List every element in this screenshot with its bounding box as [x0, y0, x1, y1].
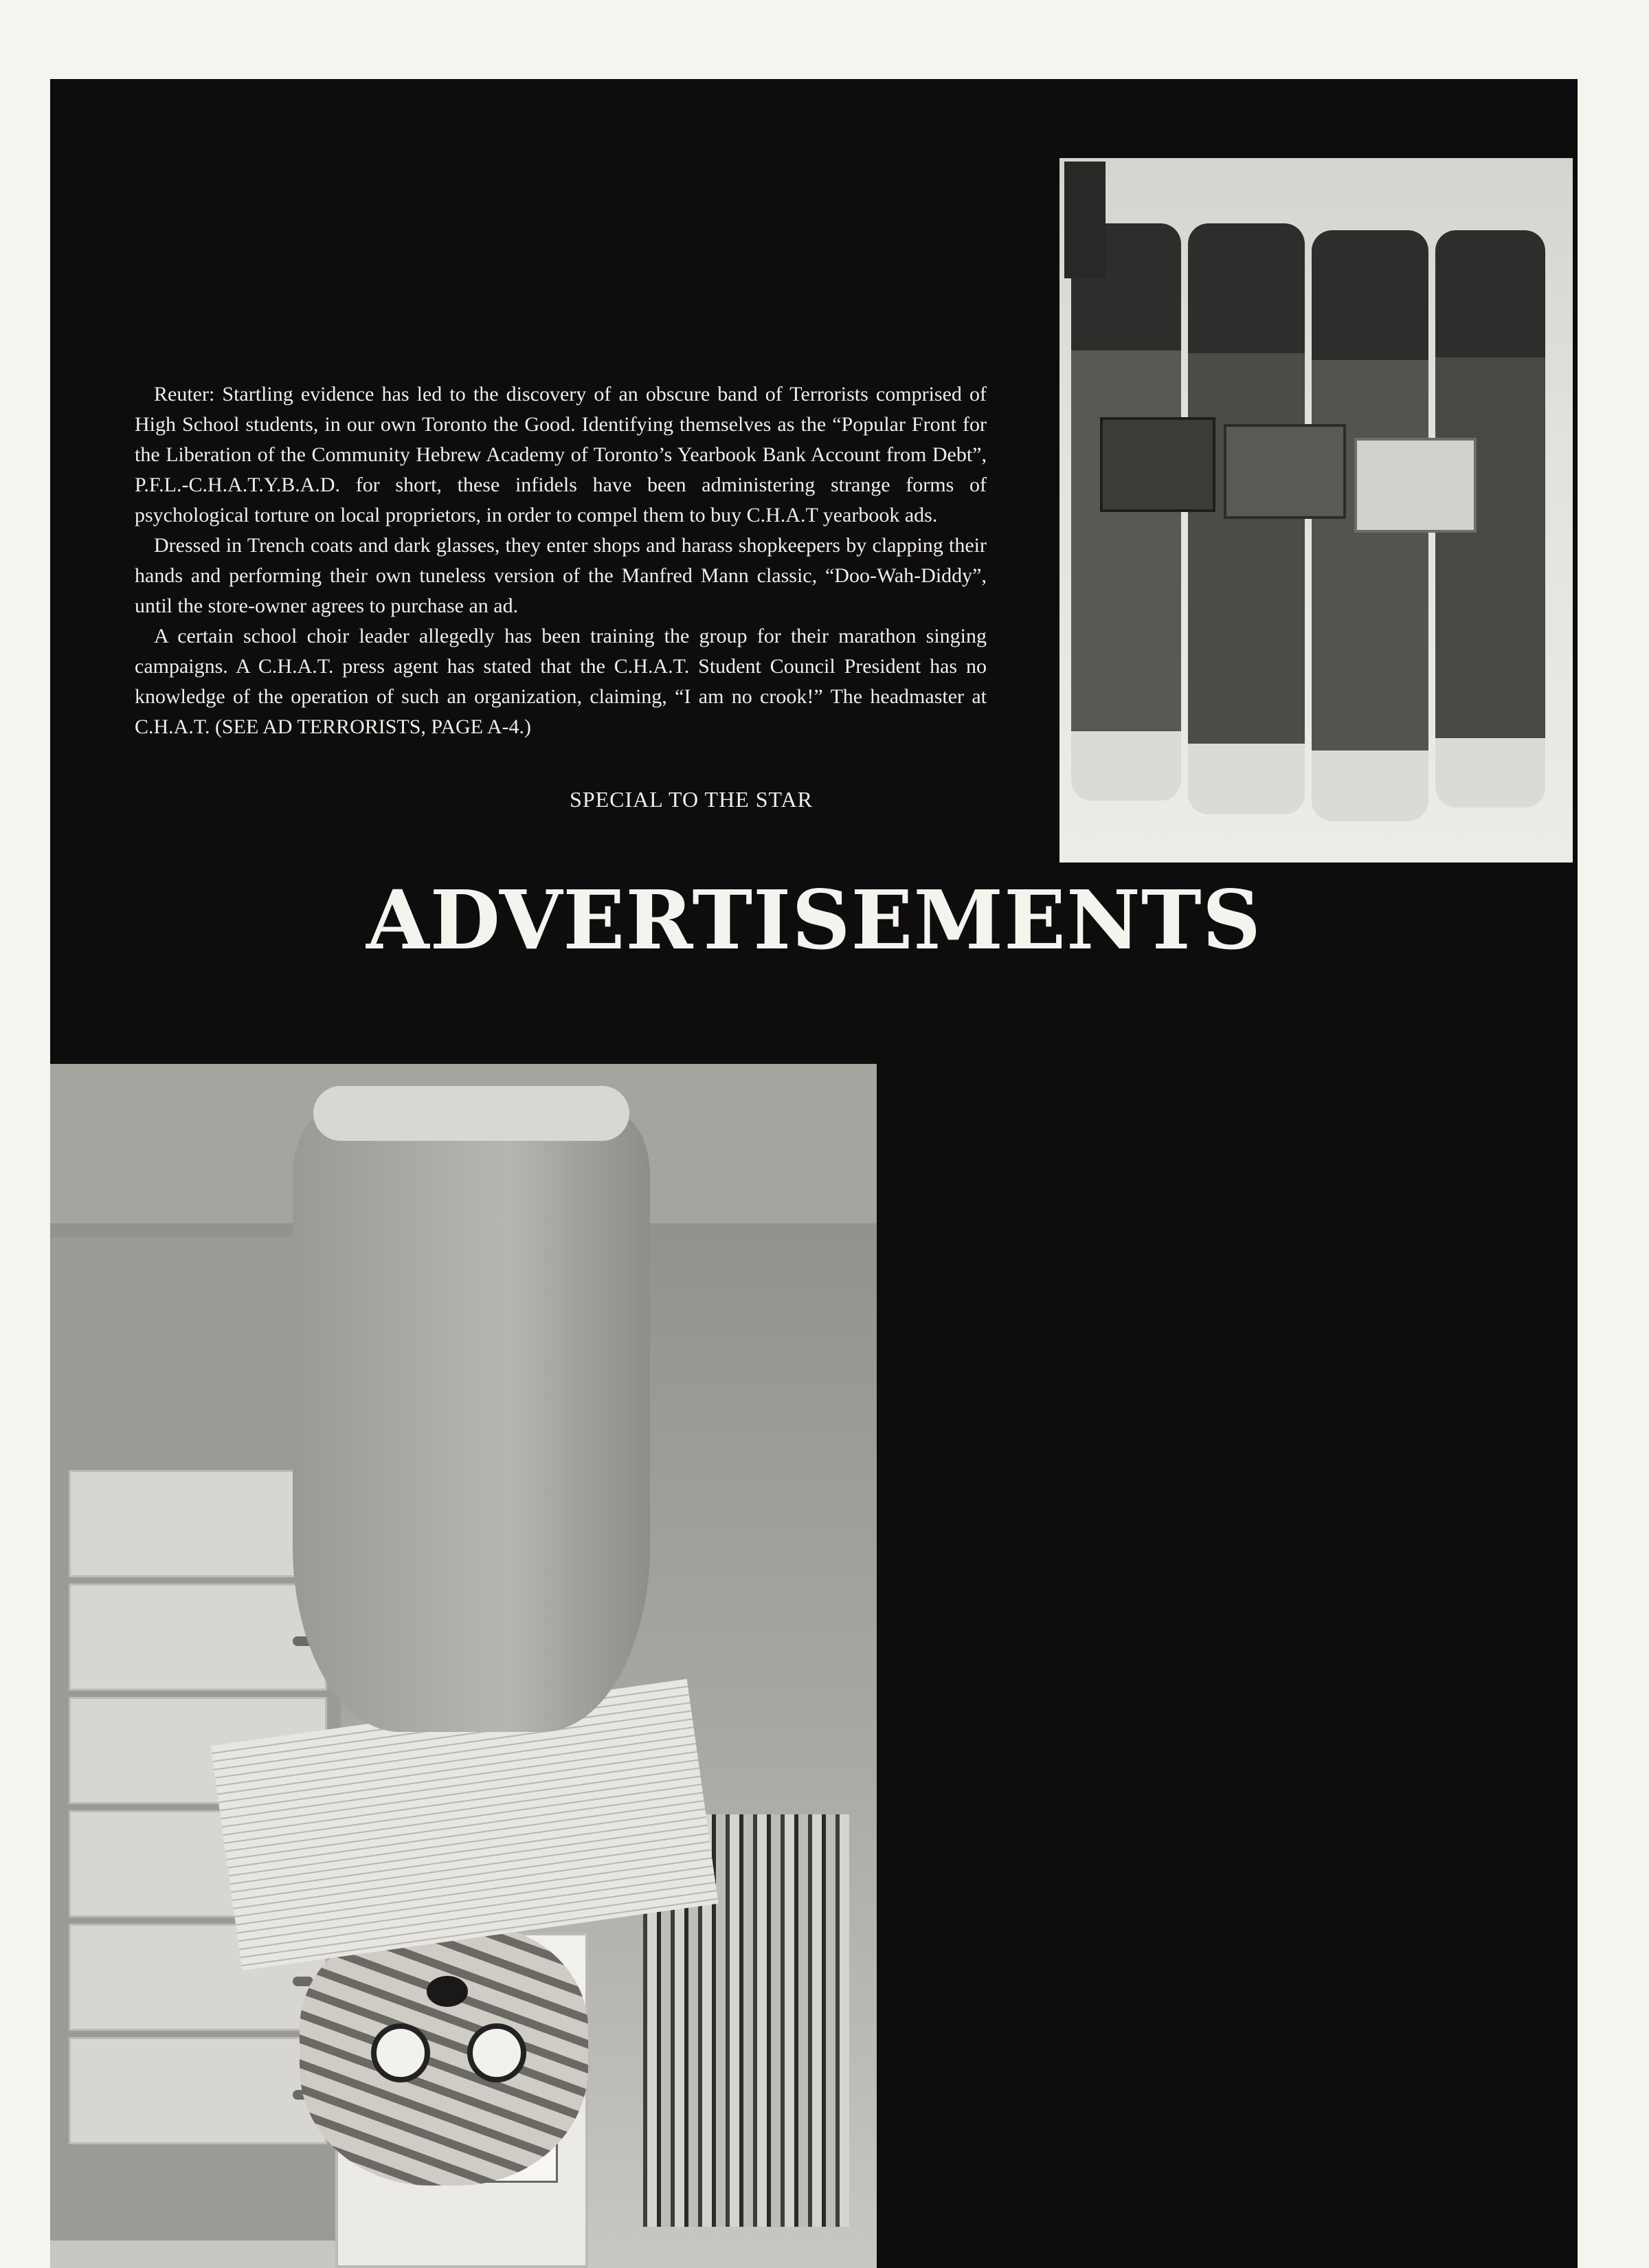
briefcase-1: [1354, 438, 1477, 533]
tiger-eye-right: [371, 2023, 430, 2082]
door-edge: [1064, 162, 1106, 278]
article-paragraph: Dressed in Trench coats and dark glasses, they enter shops and harass shopkeepers by clapping their hands and performing their own tuneless version of the Manfred Mann classic, “Doo-Wah-Diddy”, until the store-owner agrees to purchase an ad.: [135, 534, 987, 617]
article-paragraph: A certain school choir leader allegedly has been training the group for their marathon singing campaigns. A C.H.A.T. press agent has stated that the C.H.A.T. Student Council President has no knowledge of the operation of such an organization, claiming, “I am no crook!” The headmaster at C.H.A.T. (SEE AD TERRORISTS, PAGE A-4.): [135, 625, 987, 738]
article-paragraph: Reuter: Startling evidence has led to the discovery of an obscure band of Terrorists comprised of High School students, in our own Toronto the Good. Identifying themselves as the “Popular Front for the Liberation of the Community Hebrew Academy of Toronto’s Yearbook Bank Account from Debt”, P.F.L.-C.H.A.T.Y.B.A.D. for short, these infidels have been administering strange forms of psychological torture on local proprietors, in order to compel them to buy C.H.A.T yearbook ads.: [135, 383, 987, 526]
tiger-feet: [313, 1086, 629, 1141]
trenchcoat-group-photo: [1059, 158, 1573, 863]
person-4: [1071, 223, 1181, 801]
tiger-nose: [427, 1976, 468, 2007]
tiger-mascot-photo: [50, 1064, 877, 2268]
briefcase-3: [1100, 417, 1215, 512]
article-byline: SPECIAL TO THE STAR: [570, 787, 813, 812]
page-headline: ADVERTISEMENTS: [366, 872, 1261, 968]
article-body: [135, 379, 987, 742]
tiger-body: [293, 1113, 650, 1732]
tiger-eye-left: [467, 2023, 526, 2082]
black-layout-panel: [50, 79, 1578, 2268]
tiger-head: [300, 1924, 588, 2186]
person-3: [1188, 223, 1305, 814]
briefcase-2: [1224, 424, 1346, 519]
